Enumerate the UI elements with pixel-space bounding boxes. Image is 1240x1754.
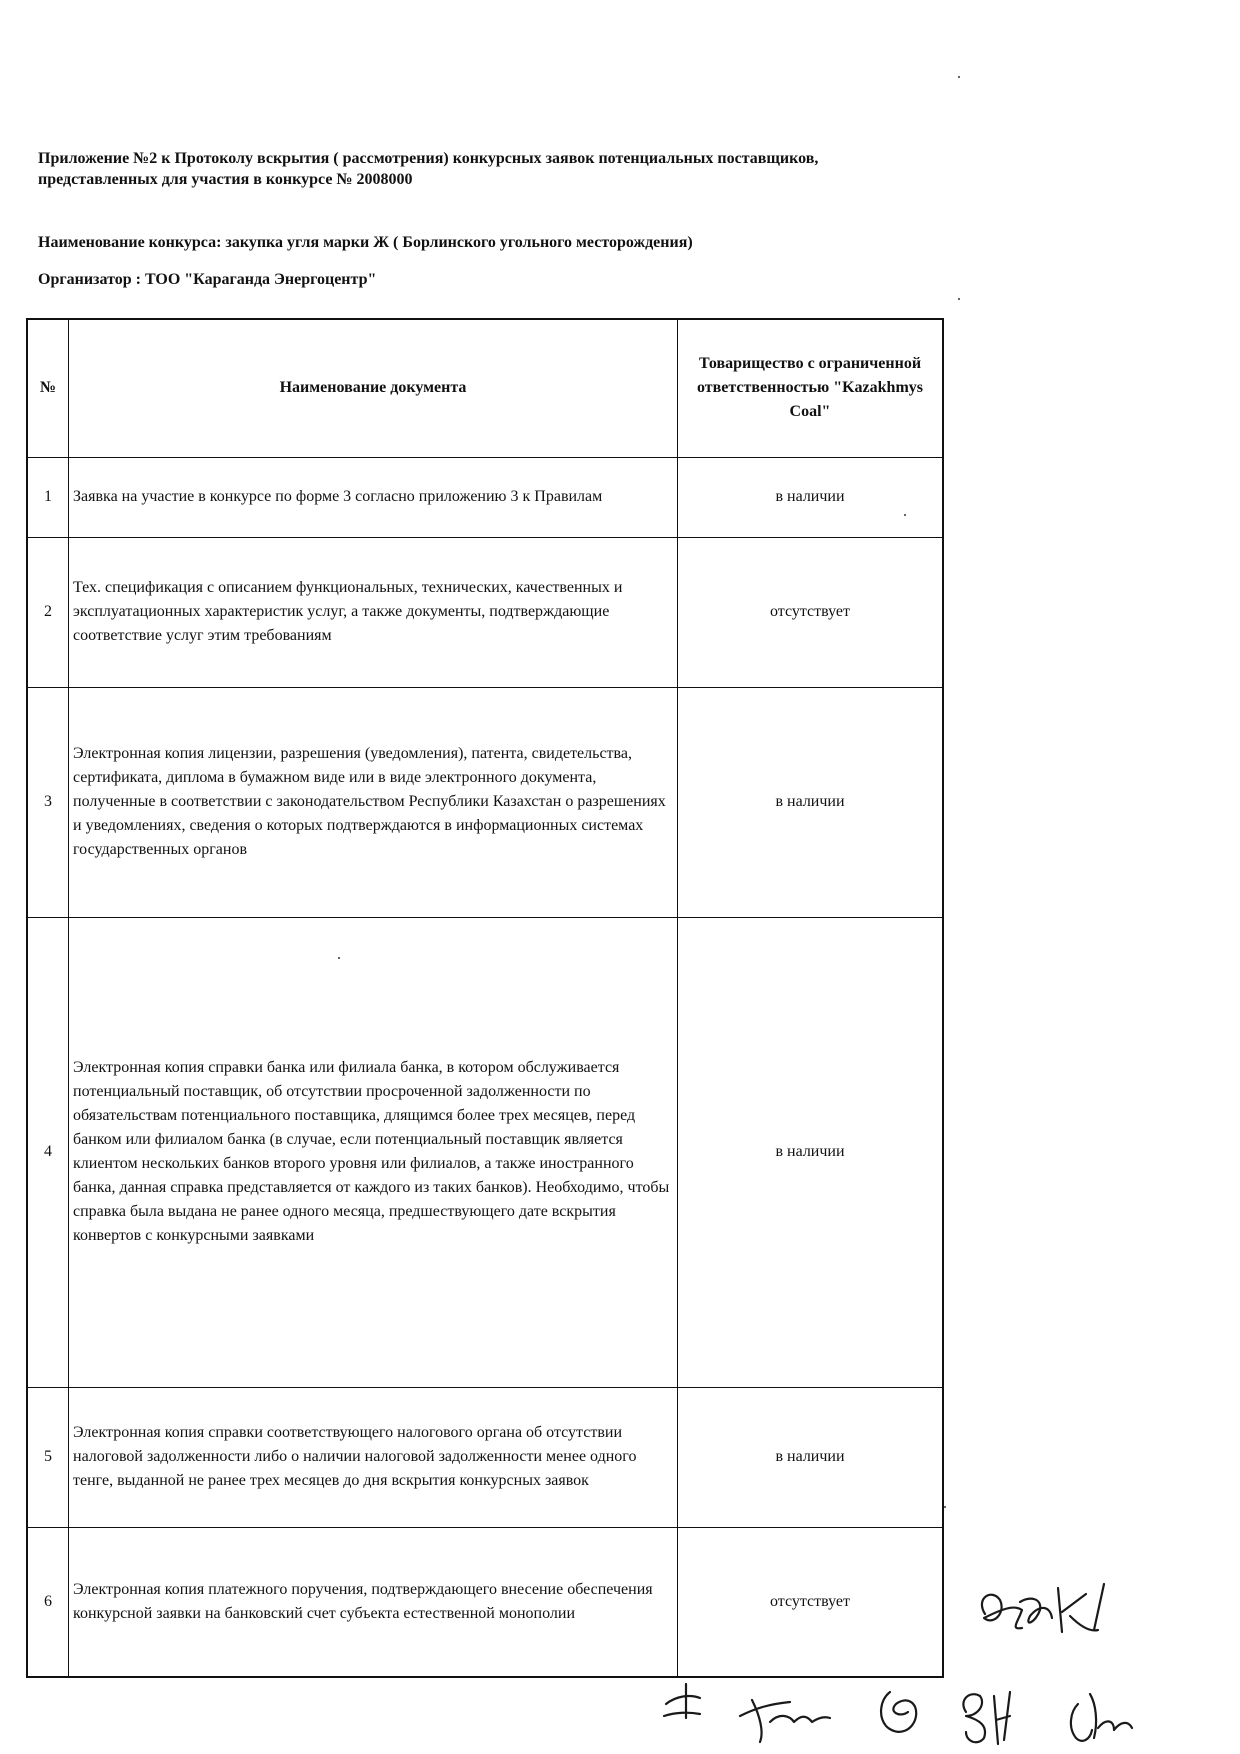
scan-speck bbox=[958, 76, 960, 78]
signature-4 bbox=[881, 1692, 916, 1732]
row-document-name: Электронная копия справки банка или филиала банка, в котором обслуживается потенциальный поставщик, об отсутствии просроченной задолженности по обязательствам потенциального поставщика, длящимся более трех месяцев, перед банком или филиалом банка (в случае, если потенциальный поставщик является клиентом нескольких банков второго уровня или филиалов, а также иностранного банка, данная справка представляется от каждого из таких банков). Необходимо, чтобы справка была выдана не ранее одного месяца, предшествующего дате вскрытия конвертов с конкурсными заявками bbox=[69, 917, 678, 1387]
row-status: отсутствует bbox=[678, 537, 944, 687]
signature-3 bbox=[740, 1700, 830, 1742]
table-row bbox=[27, 687, 943, 917]
row-document-name: Электронная копия справки соответствующего налогового органа об отсутствии налоговой задолженности либо о наличии налоговой задолженности менее одного тенге, выданной не ранее трех месяцев до дня вскрытия конкурсных заявок bbox=[69, 1387, 678, 1527]
signature-2 bbox=[664, 1684, 700, 1718]
row-number: 5 bbox=[27, 1387, 69, 1527]
row-document-name: Электронная копия платежного поручения, подтверждающего внесение обеспечения конкурсной заявки на банковский счет субъекта естественной монополии bbox=[69, 1527, 678, 1677]
row-document-name: Заявка на участие в конкурсе по форме 3 согласно приложению 3 к Правилам bbox=[69, 457, 678, 537]
table-header-row bbox=[27, 319, 943, 457]
row-number: 6 bbox=[27, 1527, 69, 1677]
row-status: в наличии bbox=[678, 687, 944, 917]
table-row bbox=[27, 457, 943, 537]
table-row bbox=[27, 1527, 943, 1677]
scan-speck bbox=[958, 298, 960, 300]
header-supplier: Товарищество с ограниченной ответственностью "Kazakhmys Coal" bbox=[678, 319, 944, 457]
row-status: в наличии bbox=[678, 917, 944, 1387]
row-status: в наличии bbox=[678, 457, 944, 537]
row-document-name: Тех. спецификация с описанием функциональных, технических, качественных и эксплуатационных характеристик услуг, а также документы, подтверждающие соответствие услуг этим требованиям bbox=[69, 537, 678, 687]
row-status: в наличии bbox=[678, 1387, 944, 1527]
row-number: 1 bbox=[27, 457, 69, 537]
row-number: 2 bbox=[27, 537, 69, 687]
table-row bbox=[27, 917, 943, 1387]
signature-1 bbox=[982, 1584, 1104, 1632]
documents-table bbox=[26, 318, 944, 1678]
scan-speck bbox=[944, 1506, 946, 1508]
scan-speck bbox=[904, 514, 906, 516]
organizer: Организатор : ТОО "Караганда Энергоцентр" bbox=[38, 271, 377, 288]
contest-name: Наименование конкурса: закупка угля марки Ж ( Борлинского угольного месторождения) bbox=[38, 234, 693, 251]
document-heading: Приложение №2 к Протоколу вскрытия ( рассмотрения) конкурсных заявок потенциальных поставщиков, представленных для участия в конкурсе № 2008000 bbox=[38, 150, 819, 188]
signature-5 bbox=[963, 1692, 1010, 1744]
table-row bbox=[27, 1387, 943, 1527]
row-number: 3 bbox=[27, 687, 69, 917]
row-number: 4 bbox=[27, 917, 69, 1387]
scan-speck bbox=[338, 957, 340, 959]
row-document-name: Электронная копия лицензии, разрешения (уведомления), патента, свидетельства, сертификата, диплома в бумажном виде или в виде электронного документа, полученные в соответствии с законодательством Республики Казахстан о разрешениях и уведомлениях, сведения о которых подтверждаются в информационных системах государственных органов bbox=[69, 687, 678, 917]
row-status: отсутствует bbox=[678, 1527, 944, 1677]
table-row bbox=[27, 537, 943, 687]
signature-6 bbox=[1071, 1694, 1132, 1741]
header-document-name: Наименование документа bbox=[69, 319, 678, 457]
header-number: № bbox=[27, 319, 69, 457]
